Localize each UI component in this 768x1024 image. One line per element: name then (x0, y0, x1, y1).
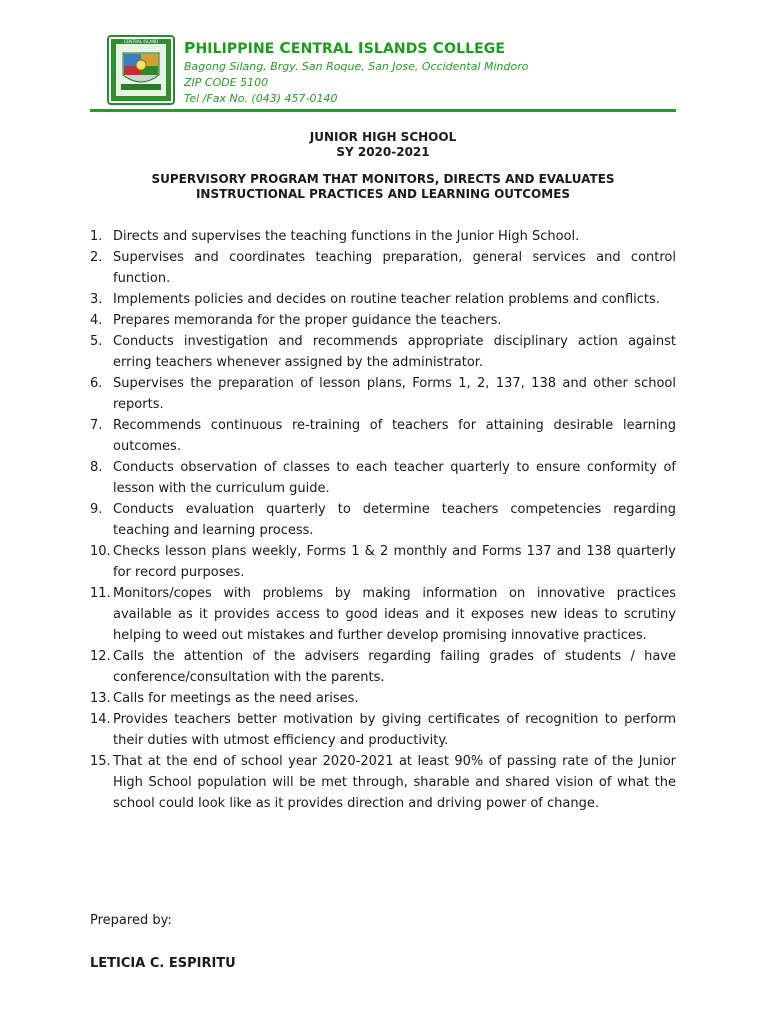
list-item (90, 415, 676, 457)
list-item-number: 8. (90, 460, 103, 475)
list-item-text: Conducts observation of classes to each teacher quarterly to ensure conformity of lesson with the curriculum guide. (113, 460, 676, 496)
heading-school-year: SY 2020-2021 (336, 144, 430, 159)
list-item-number: 1. (90, 229, 103, 244)
heading-block (90, 130, 676, 159)
list-item-number: 3. (90, 292, 103, 307)
letterhead-text (184, 39, 529, 106)
list-item-text: Conducts evaluation quarterly to determine teachers competencies regarding teaching and learning process. (113, 502, 676, 538)
svg-text:CENTRAL ISLAND: CENTRAL ISLAND (123, 39, 159, 44)
list-item (90, 331, 676, 373)
prepared-by-label: Prepared by: (90, 913, 172, 928)
school-name: PHILIPPINE CENTRAL ISLANDS COLLEGE (184, 39, 506, 57)
school-zip: ZIP CODE 5100 (184, 76, 269, 89)
signer-name: LETICIA C. ESPIRITU (90, 956, 236, 971)
list-item-text: Checks lesson plans weekly, Forms 1 & 2 monthly and Forms 137 and 138 quarterly for record purposes. (113, 544, 676, 580)
list-item (90, 310, 676, 331)
list-item-number: 4. (90, 313, 103, 328)
list-item (90, 457, 676, 499)
list-item-number: 12. (90, 649, 111, 664)
list-item-text: Calls the attention of the advisers regarding failing grades of students / have conference/consultation with the parents. (113, 649, 676, 685)
list-item (90, 646, 676, 688)
list-item-text: Supervises the preparation of lesson plans, Forms 1, 2, 137, 138 and other school reports. (113, 376, 676, 412)
list-item-number: 10. (90, 544, 111, 559)
list-item (90, 751, 676, 814)
list-item (90, 289, 676, 310)
list-item-text: Supervises and coordinates teaching preparation, general services and control function. (113, 250, 676, 286)
list-item (90, 709, 676, 751)
list-item-text: Monitors/copes with problems by making information on innovative practices available as it provides access to good ideas and it exposes new ideas to scrutiny helping to weed out mistakes and further develop promising innovative practices. (113, 586, 676, 643)
school-logo (107, 35, 175, 105)
document-title-line1: SUPERVISORY PROGRAM THAT MONITORS, DIRECTS AND EVALUATES (151, 172, 615, 186)
list-item (90, 688, 676, 709)
list-item-number: 7. (90, 418, 103, 433)
list-item-text: Provides teachers better motivation by giving certificates of recognition to perform their duties with utmost efficiency and productivity. (113, 712, 676, 748)
list-item-number: 6. (90, 376, 103, 391)
list-item (90, 373, 676, 415)
list-item (90, 247, 676, 289)
list-item (90, 541, 676, 583)
list-item-text: Prepares memoranda for the proper guidance the teachers. (113, 313, 502, 328)
list-item-text: Conducts investigation and recommends appropriate disciplinary action against erring teachers whenever assigned by the administrator. (113, 334, 676, 370)
list-item-text: That at the end of school year 2020-2021 at least 90% of passing rate of the Junior High School population will be met through, sharable and shared vision of what the school could look like as it provides direction and driving power of change. (113, 754, 676, 811)
list-item (90, 583, 676, 646)
program-items-list (90, 226, 676, 814)
list-item-number: 14. (90, 712, 111, 727)
list-item-number: 13. (90, 691, 111, 706)
list-item-text: Directs and supervises the teaching functions in the Junior High School. (113, 229, 580, 244)
letterhead-divider (90, 109, 676, 112)
school-telfax: Tel /Fax No. (043) 457-0140 (184, 92, 338, 105)
list-item (90, 499, 676, 541)
document-title (90, 172, 676, 201)
list-item-text: Calls for meetings as the need arises. (113, 691, 359, 706)
list-item-number: 15. (90, 754, 111, 769)
list-item-number: 2. (90, 250, 103, 265)
list-item-number: 5. (90, 334, 103, 349)
list-item-text: Recommends continuous re-training of teachers for attaining desirable learning outcomes. (113, 418, 676, 454)
list-item-text: Implements policies and decides on routine teacher relation problems and conflicts. (113, 292, 660, 307)
list-item-number: 9. (90, 502, 103, 517)
heading-level: JUNIOR HIGH SCHOOL (309, 130, 457, 144)
list-item (90, 226, 676, 247)
list-item-number: 11. (90, 586, 111, 601)
school-address: Bagong Silang, Brgy. San Roque, San Jose, Occidental Mindoro (184, 60, 529, 73)
document-title-line2: INSTRUCTIONAL PRACTICES AND LEARNING OUTCOMES (195, 186, 571, 201)
